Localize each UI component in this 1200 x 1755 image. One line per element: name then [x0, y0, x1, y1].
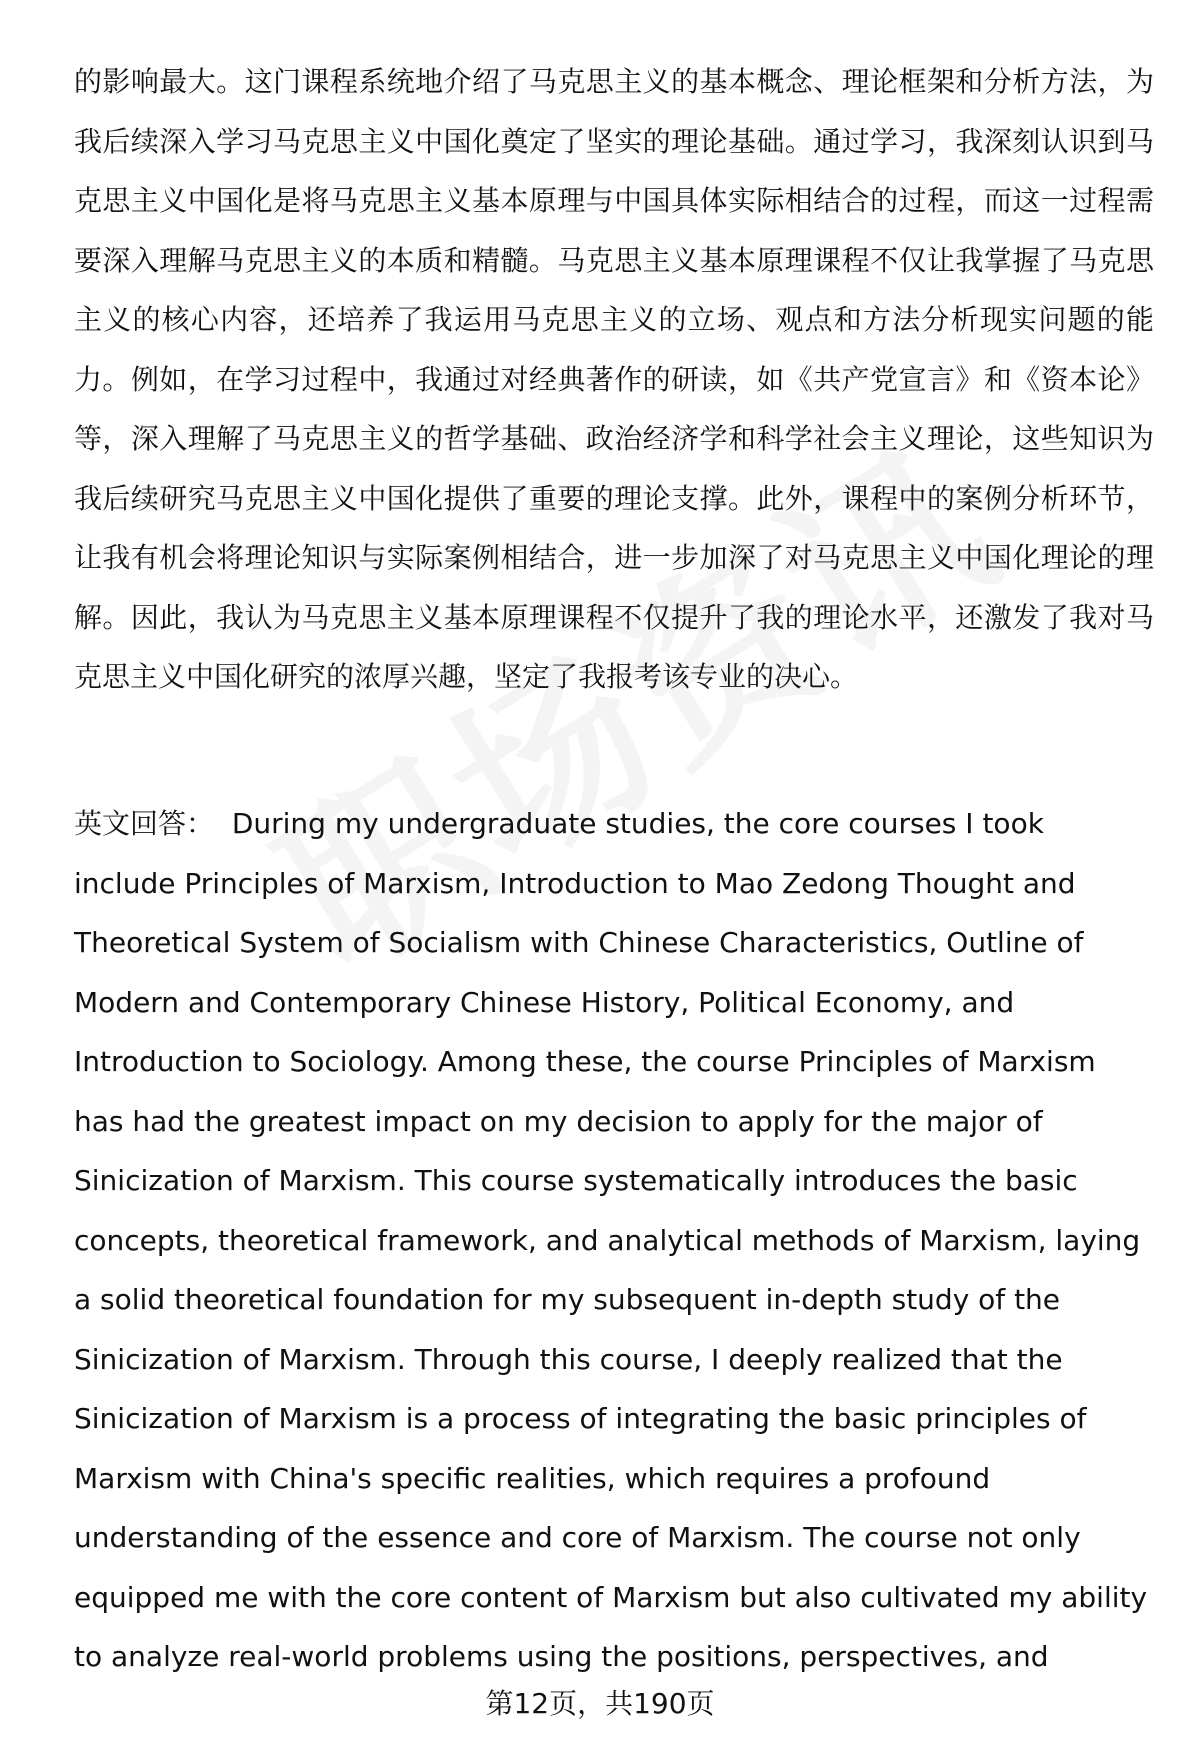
page-number: 第12页，共190页	[485, 1687, 715, 1720]
english-answer-paragraph	[74, 794, 1154, 1687]
english-answer-label: 英文回答：	[74, 807, 215, 840]
english-answer-text: During my undergraduate studies, the core courses I took include Principles of Marxism, Introduction to Mao Zedong Thought and Theoretical System of Socialism with Chinese Characteristics, Outline of Modern and Contemporary Chinese History, Political Economy, and Introduction to Sociology. Among these, the course Principles of Marxism has had the greatest impact on my decision to apply for the major of Sinicization of Marxism. This course systematically introduces the basic concepts, theoretical framework, and analytical methods of Marxism, laying a solid theoretical foundation for my subsequent in-depth study of the Sinicization of Marxism. Through this course, I deeply realized that the Sinicization of Marxism is a process of integrating the basic principles of Marxism with China's specific realities, which requires a profound understanding of the essence and core of Marxism. The course not only equipped me with the core content of Marxism but also cultivated my ability to analyze real-world problems using the positions, perspectives, and	[74, 807, 1148, 1673]
chinese-answer-paragraph: 的影响最大。这门课程系统地介绍了马克思主义的基本概念、理论框架和分析方法，为我后续深入学习马克思主义中国化奠定了坚实的理论基础。通过学习，我深刻认识到马克思主义中国化是将马克思主义基本原理与中国具体实际相结合的过程，而这一过程需要深入理解马克思主义的本质和精髓。马克思主义基本原理课程不仅让我掌握了马克思主义的核心内容，还培养了我运用马克思主义的立场、观点和方法分析现实问题的能力。例如，在学习过程中，我通过对经典著作的研读，如《共产党宣言》和《资本论》等，深入理解了马克思主义的哲学基础、政治经济学和科学社会主义理论，这些知识为我后续研究马克思主义中国化提供了重要的理论支撑。此外，课程中的案例分析环节，让我有机会将理论知识与实际案例相结合，进一步加深了对马克思主义中国化理论的理解。因此，我认为马克思主义基本原理课程不仅提升了我的理论水平，还激发了我对马克思主义中国化研究的浓厚兴趣，坚定了我报考该专业的决心。	[74, 65, 1154, 693]
